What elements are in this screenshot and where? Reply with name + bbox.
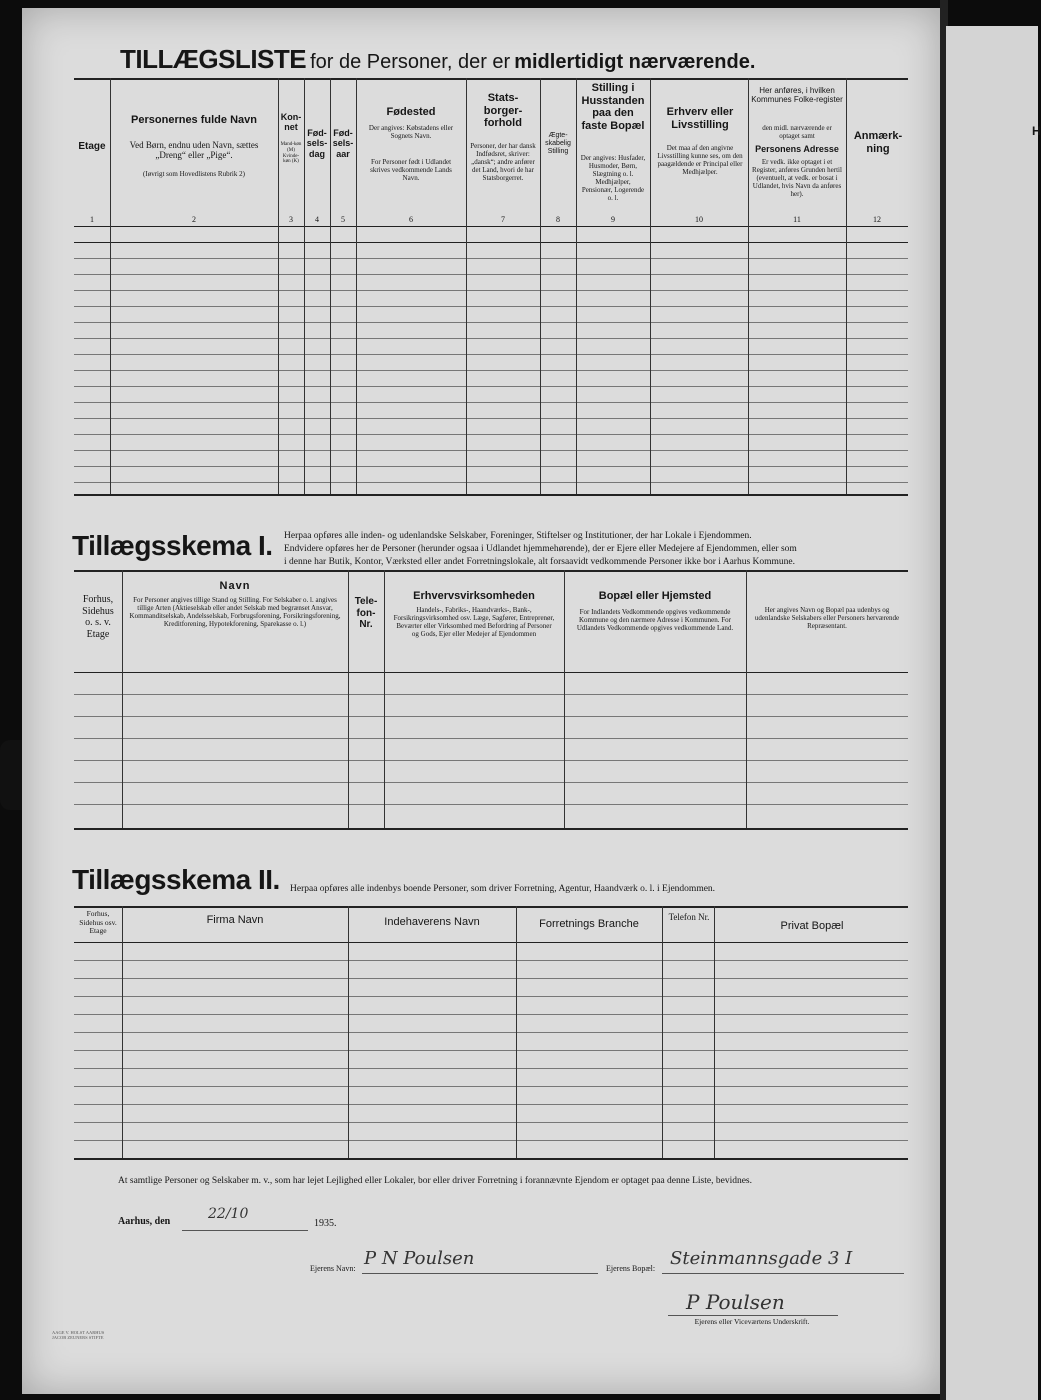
col-number: 9 <box>611 215 615 224</box>
col-koen: Kon-net <box>280 112 302 133</box>
adjacent-page-mark: H <box>1032 124 1041 138</box>
col-adresse: Personens Adresse <box>755 144 839 154</box>
main-col-divider <box>748 78 749 494</box>
skema1-intro-3: i denne har Butik, Kontor, Værksted eller andet Forretningslokale, alt forsaavidt vedkommende Personer ikke bor i Aarhus Kommune. <box>284 557 796 567</box>
col-aegteskab: Ægte-skabelig Stilling <box>545 132 571 156</box>
skema2-col-divider <box>662 906 663 1158</box>
main-row-line <box>74 306 908 307</box>
skema1-col-divider <box>384 570 385 828</box>
skema2-col-etage: Forhus, Sidehus osv. Etage <box>79 909 117 936</box>
col-foedselsdag: Fød-sels-dag <box>306 128 328 159</box>
skema2-row-line <box>74 1014 908 1015</box>
skema2-row-line <box>74 978 908 979</box>
declaration: At samtlige Personer og Selskaber m. v., som har lejet Lejlighed eller Lokaler, bor eller driver Forretning i forannævnte Ejendom er optaget paa denne Liste, bevidnes. <box>118 1176 752 1186</box>
main-row-line <box>74 386 908 387</box>
skema2-row-line <box>74 1050 908 1051</box>
col-number: 6 <box>409 215 413 224</box>
col-stilling: Stilling i Husstanden paa den faste Bopæl <box>581 82 645 132</box>
main-row-line <box>74 322 908 323</box>
col-name-title: Personernes fulde Navn <box>131 114 257 126</box>
skema2-title: Tillægsskema II. <box>72 864 280 895</box>
main-row-line <box>74 482 908 483</box>
skema1-col-navn-sub: For Personer angives tillige Stand og Stilling. For Selskaber o. l. angives tillige Arten (Aktieselskab eller andet Selskab med begrænset Ansvar, Kommanditselskab, Andelsselskab, Forbrugsforening, Forsikringsforening, Kreditforening, Hypotekforening, Sparekasse o. l.) <box>129 596 341 629</box>
main-col-divider <box>846 78 847 494</box>
skema2-intro: Herpaa opføres alle indenbys boende Personer, som driver Forretning, Agentur, Haandværk o. l. i Ejendommen. <box>290 884 716 894</box>
title-bold: midlertidigt nærværende. <box>514 51 756 73</box>
signature-label: Ejerens eller Viceværtens Underskrift. <box>694 1317 810 1326</box>
main-table-bottom-rule <box>74 494 908 496</box>
skema2-col-divider <box>122 906 123 1158</box>
skema1-row-line <box>74 738 908 739</box>
skema1-col-telefon: Tele-fon-Nr. <box>354 596 378 630</box>
main-row-line <box>74 274 908 275</box>
skema2-header-rule <box>74 942 908 943</box>
col-anmaerkning: Anmærk-ning <box>853 130 903 155</box>
owner-name-underline <box>362 1273 598 1274</box>
main-row-line <box>74 418 908 419</box>
skema2-col-divider <box>714 906 715 1158</box>
main-col-divider <box>466 78 467 494</box>
main-row-line <box>74 434 908 435</box>
owner-signature: P Poulsen <box>686 1290 785 1314</box>
main-table-header-rule <box>74 226 908 227</box>
skema2-col-divider <box>516 906 517 1158</box>
skema2-top-rule <box>74 906 908 908</box>
main-col-divider <box>540 78 541 494</box>
main-col-divider <box>110 78 111 494</box>
skema2-row-line <box>74 1140 908 1141</box>
skema1-col-bopael-sub: For Indlandets Vedkommende opgives vedkommende Kommune og den nærmere Adresse i Kommunen. For Udlandets Vedkommende opgives vedkommende Land. <box>576 608 734 633</box>
col-koen-sub: Mand-køn (M) Kvinde-køn (K) <box>280 142 302 165</box>
main-row-line <box>74 242 908 243</box>
col-number: 4 <box>315 215 319 224</box>
owner-address-value: Steinmannsgade 3 I <box>670 1248 853 1269</box>
form-page <box>22 8 940 1394</box>
main-col-divider <box>330 78 331 494</box>
main-row-line <box>74 402 908 403</box>
main-col-divider <box>356 78 357 494</box>
skema2-row-line <box>74 1122 908 1123</box>
main-row-line <box>74 466 908 467</box>
skema1-row-line <box>74 694 908 695</box>
skema1-intro-1: Herpaa opføres alle inden- og udenlandske Selskaber, Foreninger, Stiftelser og Institutioner, der har Lokale i Ejendommen. <box>284 531 752 541</box>
col-name-sub: Ved Børn, endnu uden Navn, sættes „Dreng“ eller „Pige“. <box>129 140 259 161</box>
skema2-row-line <box>74 1068 908 1069</box>
col-number: 2 <box>192 215 196 224</box>
skema2-row-line <box>74 960 908 961</box>
skema2-col-indehaver: Indehaverens Navn <box>384 916 480 928</box>
skema2-row-line <box>74 1086 908 1087</box>
skema1-col-etage: Forhus, Sidehus o. s. v. Etage <box>82 594 114 640</box>
main-col-divider <box>304 78 305 494</box>
owner-name-value: P N Poulsen <box>364 1248 475 1269</box>
skema1-col-bopael: Bopæl eller Hjemsted <box>598 590 712 602</box>
main-col-divider <box>576 78 577 494</box>
col-number: 5 <box>341 215 345 224</box>
owner-address-label: Ejerens Bopæl: <box>606 1264 656 1273</box>
date-place: Aarhus, den <box>118 1216 171 1227</box>
skema1-col-erhverv-sub: Handels-, Fabriks-, Haandværks-, Bank-, Forsikringsvirksomhed osv. Læge, Sagfører, Entreprenør, Beværter eller Virksomhed med Befordring af Personer og Gods, Ejer eller Medejer af Ejendommen <box>393 606 555 639</box>
adjacent-page <box>946 26 1041 1400</box>
skema1-row-line <box>74 804 908 805</box>
col-erhverv: Erhverv eller Livsstilling <box>666 106 734 131</box>
main-col-divider <box>650 78 651 494</box>
skema1-header-rule <box>74 672 908 673</box>
skema2-col-branche: Forretnings Branche <box>539 918 639 930</box>
col-number: 11 <box>793 215 801 224</box>
col-foedested-sub: Der angives: Købstadens eller Sognets Navn. <box>368 124 454 141</box>
col-foedested: Fødested <box>386 106 436 118</box>
skema1-col-navn: Navn <box>219 580 251 592</box>
main-row-line <box>74 370 908 371</box>
page-title <box>120 44 880 75</box>
col-foedested-note: For Personer født i Udlandet skrives vedkommende Lands Navn. <box>370 158 452 183</box>
skema2-row-line <box>74 996 908 997</box>
col-number: 12 <box>873 215 881 224</box>
col-adresse-sub: Er vedk. ikke optaget i et Register, anføres Grunden hertil (eventuelt, at vedk. er bosat i Udlandet, hvis Navn da anføres her). <box>752 158 842 199</box>
skema1-row-line <box>74 760 908 761</box>
skema1-title: Tillægsskema I. <box>72 530 273 561</box>
col-foedselsaar: Fød-sels-aar <box>332 128 354 159</box>
skema2-bottom-rule <box>74 1158 908 1160</box>
handwritten-date: 22/10 <box>208 1206 249 1222</box>
owner-address-underline <box>662 1273 904 1274</box>
skema1-row-line <box>74 716 908 717</box>
col-number: 3 <box>289 215 293 224</box>
main-row-line <box>74 450 908 451</box>
date-underline <box>182 1230 308 1231</box>
skema1-col-divider <box>348 570 349 828</box>
signature-underline <box>668 1315 838 1316</box>
col-erhverv-sub: Det maa af den angivne Livsstilling kunne ses, om den paagældende er Principal eller Medhjælper. <box>657 144 743 177</box>
col-number: 7 <box>501 215 505 224</box>
skema1-col-divider <box>564 570 565 828</box>
skema2-col-bopael: Privat Bopæl <box>780 920 844 932</box>
col-stilling-sub: Der angives: Husfader, Husmoder, Børn, Slægtning o. l. Medhjælper, Pensionær, Logerende o. l. <box>580 154 646 203</box>
col-etage: Etage <box>78 141 106 152</box>
col-adresse-pre: Her anføres, i hvilken Kommunes Folke-register <box>751 86 843 105</box>
main-row-line <box>74 354 908 355</box>
skema1-col-erhverv: Erhvervsvirksomheden <box>413 590 535 602</box>
title-rest: for de Personer, der er <box>310 51 511 73</box>
col-number: 10 <box>695 215 703 224</box>
skema1-row-line <box>74 782 908 783</box>
skema1-col-divider <box>122 570 123 828</box>
col-name-note: (Iøvrigt som Hovedlistens Rubrik 2) <box>143 170 245 178</box>
title-word: TILLÆGSLISTE <box>120 44 307 74</box>
skema1-top-rule <box>74 570 908 572</box>
skema2-col-telefon: Telefon Nr. <box>668 912 710 922</box>
main-row-line <box>74 290 908 291</box>
skema2-row-line <box>74 1032 908 1033</box>
skema2-row-line <box>74 1104 908 1105</box>
main-row-line <box>74 258 908 259</box>
skema1-col-divider <box>746 570 747 828</box>
main-col-divider <box>278 78 279 494</box>
col-number: 8 <box>556 215 560 224</box>
col-adresse-mid: den midl. nærværende er optaget samt <box>762 124 832 141</box>
skema1-col-repraesentant: Her angives Navn og Bopæl paa udenbys og udenlandske Selskabers eller Personers herværende Repræsentant. <box>754 606 900 631</box>
col-statsborger-sub: Personer, der har dansk Indfødsret, skriver: „dansk“; andre anfører det Land, hvori de har Statsborgerret. <box>470 142 536 183</box>
main-table-top-rule <box>74 78 908 80</box>
skema2-col-divider <box>348 906 349 1158</box>
main-row-line <box>74 338 908 339</box>
skema2-col-firma: Firma Navn <box>206 914 264 926</box>
skema1-bottom-rule <box>74 828 908 830</box>
col-number: 1 <box>90 215 94 224</box>
skema1-intro-2: Endvidere opføres her de Personer (herunder ogsaa i Udlandet hjemmehørende), der er Ejere eller Medejere af Ejendommen, eller som <box>284 544 797 554</box>
printer-imprint: AAGE V. HOLST AARHUS JACOB ZEUNERS STIFTE <box>52 1330 105 1341</box>
col-statsborger: Stats-borger-forhold <box>483 92 523 130</box>
date-year: 1935. <box>314 1218 337 1229</box>
owner-name-label: Ejerens Navn: <box>310 1264 356 1273</box>
